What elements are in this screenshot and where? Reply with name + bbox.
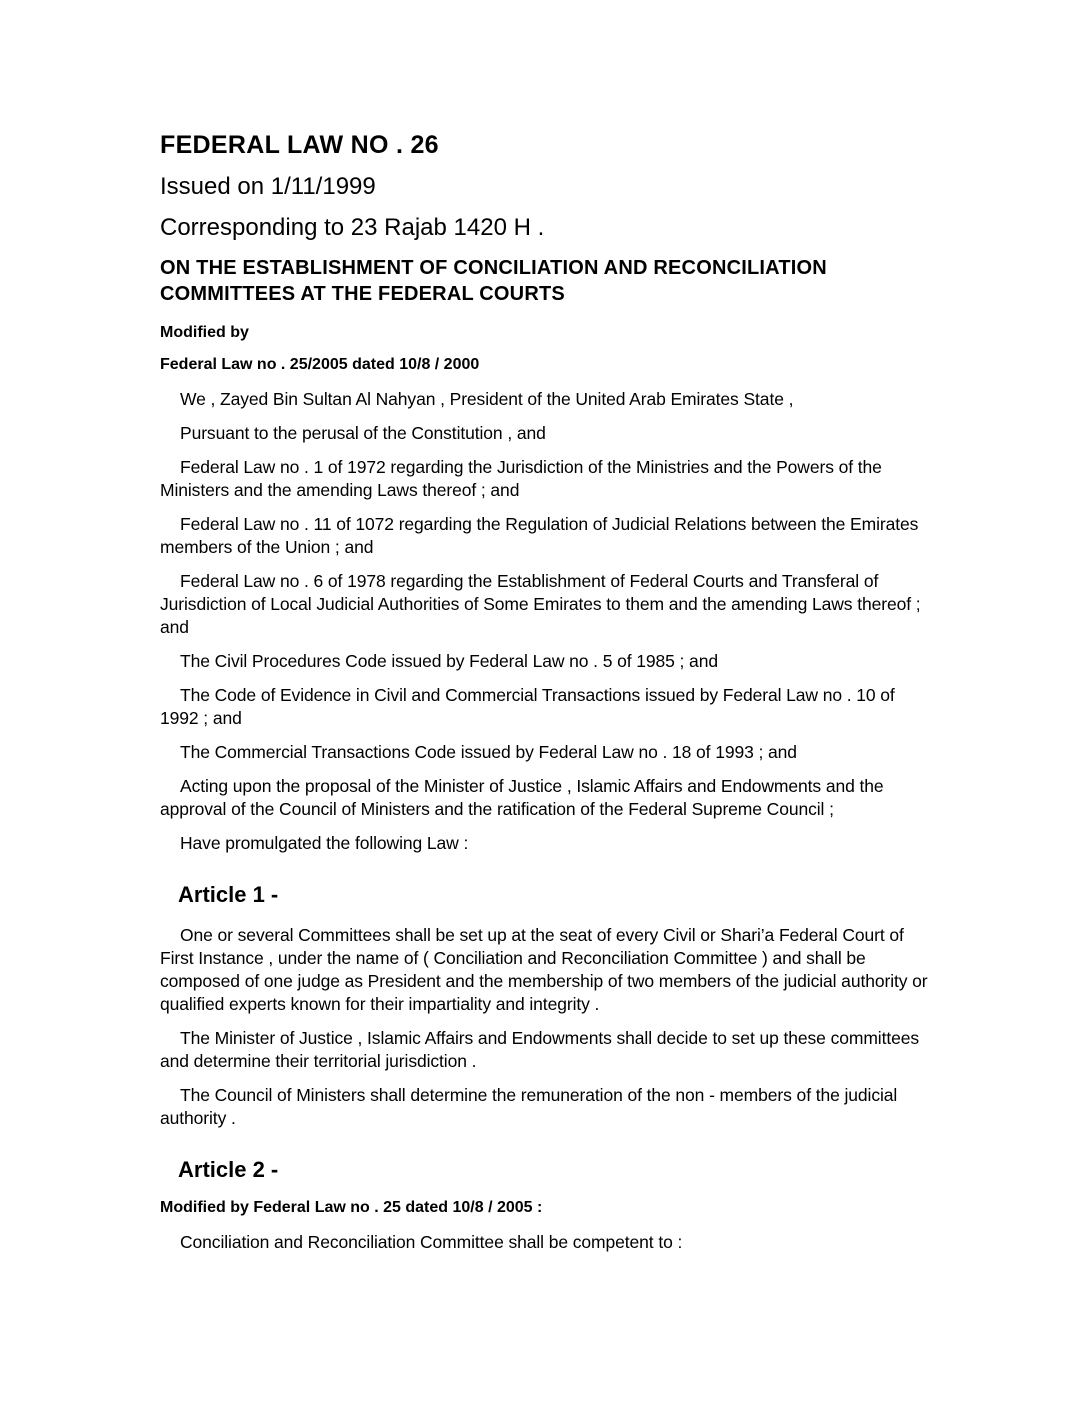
modified-by-reference: Federal Law no . 25/2005 dated 10/8 / 2000 bbox=[160, 356, 480, 373]
preamble-paragraph: The Civil Procedures Code issued by Federal Law no . 5 of 1985 ; and bbox=[180, 651, 718, 671]
article-2-heading: Article 2 - bbox=[178, 1157, 279, 1182]
issued-date-line: Issued on 1/11/1999 bbox=[160, 173, 376, 200]
preamble-paragraph: Have promulgated the following Law : bbox=[180, 833, 469, 853]
article-paragraph: The Council of Ministers shall determine the remuneration of the non - members of the judicial authority . bbox=[160, 1085, 898, 1128]
article-paragraph: One or several Committees shall be set up at the seat of every Civil or Shari’a Federal Court of First Instance , under the name of ( Conciliation and Reconciliation Committee ) and shall be composed of one judge as President and the membership of two members of the judicial authority or qualified experts known for their impartiality and integrity . bbox=[160, 925, 928, 1014]
article-paragraph: Conciliation and Reconciliation Committee shall be competent to : bbox=[180, 1232, 683, 1252]
document-title: FEDERAL LAW NO . 26 bbox=[160, 131, 439, 159]
preamble-paragraph: Federal Law no . 11 of 1072 regarding the Regulation of Judicial Relations between the Emirates members of the Union ; and bbox=[160, 514, 919, 557]
preamble-paragraph: The Commercial Transactions Code issued by Federal Law no . 18 of 1993 ; and bbox=[180, 742, 797, 762]
article-1-heading: Article 1 - bbox=[178, 882, 279, 907]
preamble-paragraph: We , Zayed Bin Sultan Al Nahyan , President of the United Arab Emirates State , bbox=[180, 389, 794, 409]
article-2-modified-note: Modified by Federal Law no . 25 dated 10/8 / 2005 : bbox=[160, 1199, 543, 1216]
preamble-paragraph: Federal Law no . 1 of 1972 regarding the Jurisdiction of the Ministries and the Powers of the Ministers and the amending Laws thereof ; and bbox=[160, 457, 882, 500]
preamble-paragraph: Federal Law no . 6 of 1978 regarding the Establishment of Federal Courts and Transferal of Jurisdiction of Local Judicial Authorities of Some Emirates to them and the amending Laws thereof ; and bbox=[160, 571, 921, 637]
article-2-section bbox=[160, 1157, 935, 1254]
preamble-section bbox=[160, 388, 935, 855]
article-1-section bbox=[160, 882, 935, 1130]
article-paragraph: The Minister of Justice , Islamic Affairs and Endowments shall decide to set up these committees and determine their territorial jurisdiction . bbox=[160, 1028, 920, 1071]
document-subject-heading: ON THE ESTABLISHMENT OF CONCILIATION AND RECONCILIATION COMMITTEES AT THE FEDERAL COURTS bbox=[160, 257, 827, 305]
corresponding-date-line: Corresponding to 23 Rajab 1420 H . bbox=[160, 214, 545, 241]
preamble-paragraph: Acting upon the proposal of the Minister of Justice , Islamic Affairs and Endowments and the approval of the Council of Ministers and the ratification of the Federal Supreme Council ; bbox=[160, 776, 884, 819]
modified-by-label: Modified by bbox=[160, 324, 249, 341]
preamble-paragraph: The Code of Evidence in Civil and Commercial Transactions issued by Federal Law no . 10 of 1992 ; and bbox=[160, 685, 895, 728]
preamble-paragraph: Pursuant to the perusal of the Constitution , and bbox=[180, 423, 546, 443]
